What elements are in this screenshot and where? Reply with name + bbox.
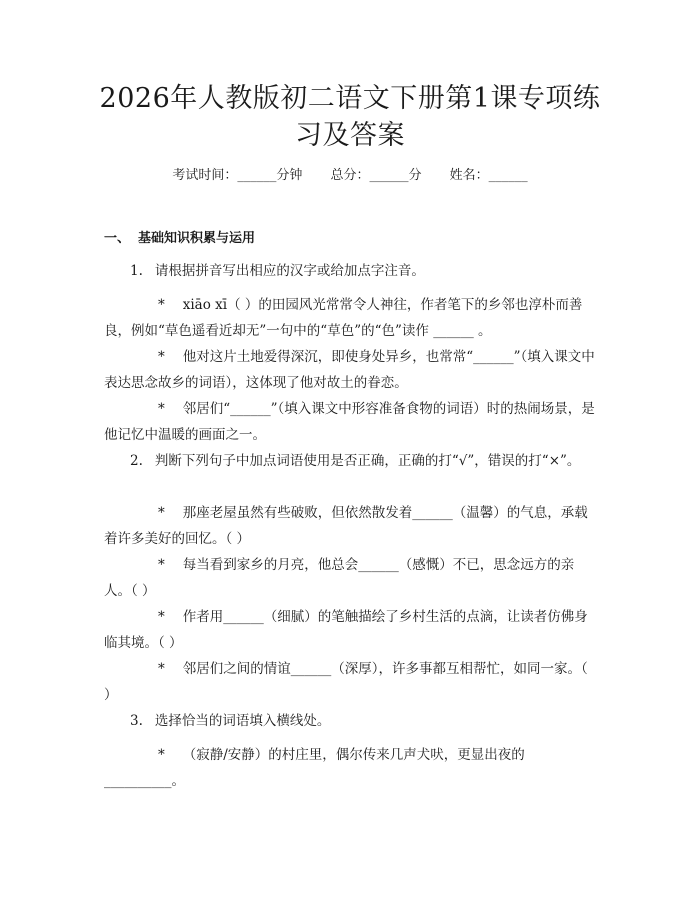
- question-text: 判断下列句子中加点词语使用是否正确，正确的打“√”，错误的打“×”。: [154, 453, 581, 469]
- document-title: 2026年人教版初二语文下册第1课专项练习及答案: [99, 83, 601, 151]
- asterisk-icon: *: [158, 661, 165, 677]
- item-text: 每当看到家乡的月亮，他总会______（感慨）不已，思念远方的亲人。（ ）: [104, 557, 575, 599]
- asterisk-icon: *: [158, 557, 165, 573]
- exam-meta: [0, 166, 700, 186]
- question-1-item-1: [104, 292, 598, 344]
- item-text: 作者用______（细腻）的笔触描绘了乡村生活的点滴，让读者仿佛身临其境。（ ）: [104, 609, 588, 651]
- question-text: 请根据拼音写出相应的汉字或给加点字注音。: [154, 263, 425, 279]
- item-text: 那座老屋虽然有些破败，但依然散发着______（温馨）的气息，承载着许多美好的回忆。（ ）: [104, 505, 588, 547]
- question-2-item-4: [104, 656, 598, 708]
- exam-score: 总分：______分: [330, 168, 422, 183]
- question-number: 3.: [130, 713, 143, 729]
- asterisk-icon: *: [158, 349, 165, 365]
- question-number: 1.: [130, 263, 143, 279]
- item-text: （寂静/安静）的村庄里，偶尔传来几声犬吠，更显出夜的__________。: [104, 747, 525, 789]
- exam-time: 考试时间：______分钟: [172, 168, 303, 183]
- question-1: [104, 258, 598, 284]
- item-text: 邻居们之间的情谊______（深厚），许多事都互相帮忙，如同一家。（ ）: [104, 661, 588, 703]
- student-name: 姓名：______: [449, 168, 528, 183]
- question-1-item-3: [104, 396, 598, 448]
- question-2: [104, 448, 598, 474]
- question-2-item-3: [104, 604, 598, 656]
- asterisk-icon: *: [158, 609, 165, 625]
- asterisk-icon: *: [158, 505, 165, 521]
- section-heading-text: 基础知识积累与运用: [138, 231, 256, 246]
- item-text: 他对这片土地爱得深沉，即使身处异乡，也常常“______”（填入课文中表达思念故乡的词语），这体现了他对故土的眷恋。: [104, 349, 595, 391]
- item-text: 邻居们“______”（填入课文中形容准备食物的词语）时的热闹场景，是他记忆中温暖的画面之一。: [104, 401, 595, 443]
- asterisk-icon: *: [158, 297, 165, 313]
- question-2-item-2: [104, 552, 598, 604]
- asterisk-icon: *: [158, 401, 165, 417]
- question-3: [104, 708, 598, 734]
- item-text: xiāo xī（ ）的田园风光常常令人神往，作者笔下的乡邻也淳朴而善良，例如“草色遥看近却无”一句中的“草色”的“色”读作 ______ 。: [104, 297, 583, 339]
- question-1-item-2: [104, 344, 598, 396]
- section-number: 一、: [104, 231, 131, 246]
- question-3-item-1: [104, 742, 598, 794]
- question-number: 2.: [130, 453, 143, 469]
- section-heading: [104, 229, 255, 249]
- asterisk-icon: *: [158, 747, 165, 763]
- question-2-item-1: [104, 500, 598, 552]
- question-text: 选择恰当的词语填入横线处。: [154, 713, 331, 729]
